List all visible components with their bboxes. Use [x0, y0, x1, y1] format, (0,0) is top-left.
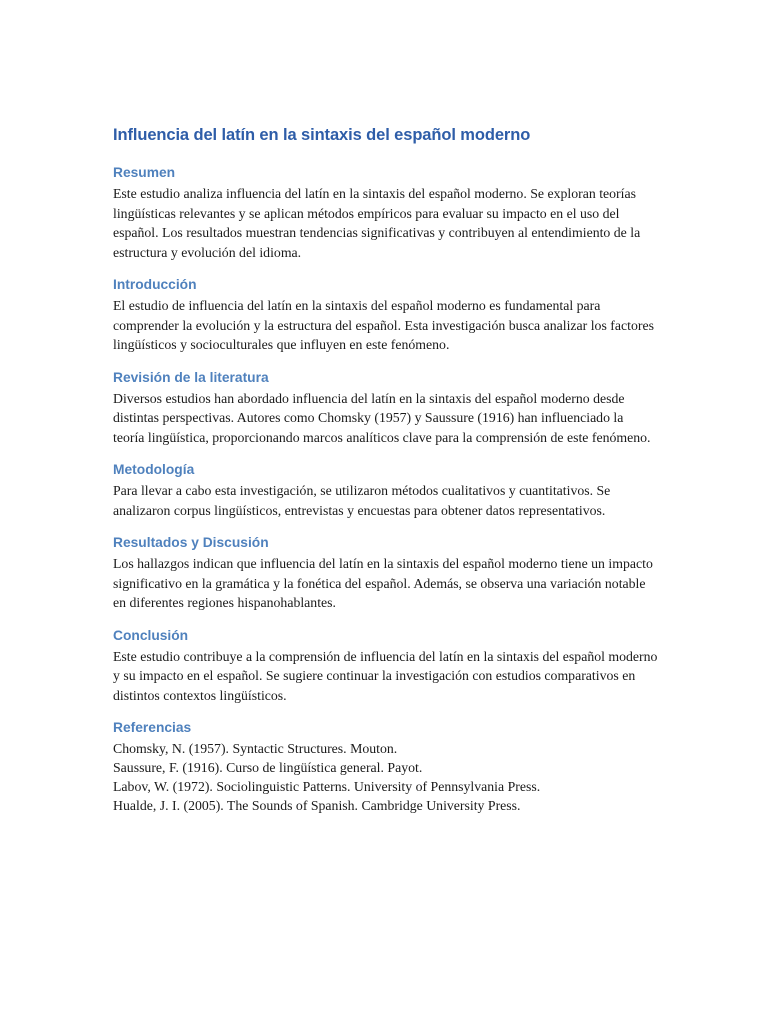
section-heading: Conclusión [113, 627, 189, 643]
document-title: Influencia del latín en la sintaxis del español moderno [113, 126, 531, 144]
section-body: Diversos estudios han abordado influencia del latín en la sintaxis del español moderno desde distintas perspectivas. Autores como Chomsky (1957) y Saussure (1916) han influenciado la teoría lingüística, proporcionando marcos analíticos clave para la comprensión de este fenómeno. [113, 390, 651, 445]
section-revision-literatura [113, 369, 658, 448]
reference-item: Saussure, F. (1916). Curso de lingüística general. Payot. [113, 760, 423, 775]
section-body: Los hallazgos indican que influencia del latín en la sintaxis del español moderno tiene un impacto significativo en la gramática y la fonética del español. Además, se observa una variación notable en diferentes regiones hispanohablantes. [113, 556, 653, 610]
section-body: Este estudio analiza influencia del latín en la sintaxis del español moderno. Se exploran teorías lingüísticas relevantes y se aplican métodos empíricos para evaluar su impacto en el uso del español. Los resultados muestran tendencias significativas y contribuyen al entendimiento de la estructura y evolución del idioma. [113, 186, 641, 260]
reference-item: Chomsky, N. (1957). Syntactic Structures. Mouton. [113, 741, 398, 756]
reference-item: Hualde, J. I. (2005). The Sounds of Spanish. Cambridge University Press. [113, 798, 521, 813]
reference-item: Labov, W. (1972). Sociolinguistic Patterns. University of Pennsylvania Press. [113, 779, 541, 794]
references-heading: Referencias [113, 720, 192, 735]
section-resultados-discusion [113, 534, 658, 613]
section-body: El estudio de influencia del latín en la sintaxis del español moderno es fundamental para comprender la evolución y la estructura del español. Esta investigación busca analizar los factores lingüísticos y socioculturales que influyen en este fenómeno. [113, 298, 654, 352]
section-referencias [113, 719, 658, 815]
section-heading: Resultados y Discusión [113, 535, 269, 550]
document-page [113, 124, 658, 829]
section-heading: Metodología [113, 462, 195, 477]
section-body: Este estudio contribuye a la comprensión de influencia del latín en la sintaxis del español moderno y su impacto en el español. Se sugiere continuar la investigación con estudios comparativos en distintos contextos lingüísticos. [113, 648, 658, 703]
section-heading: Introducción [113, 277, 197, 292]
section-heading: Revisión de la literatura [113, 369, 269, 385]
section-body: Para llevar a cabo esta investigación, se utilizaron métodos cualitativos y cuantitativos. Se analizaron corpus lingüísticos, entrevistas y encuestas para obtener datos representativos. [113, 483, 611, 518]
section-conclusion [113, 627, 658, 706]
section-heading: Resumen [113, 165, 176, 180]
section-introduccion [113, 276, 658, 355]
section-resumen [113, 164, 658, 262]
section-metodologia [113, 461, 658, 520]
